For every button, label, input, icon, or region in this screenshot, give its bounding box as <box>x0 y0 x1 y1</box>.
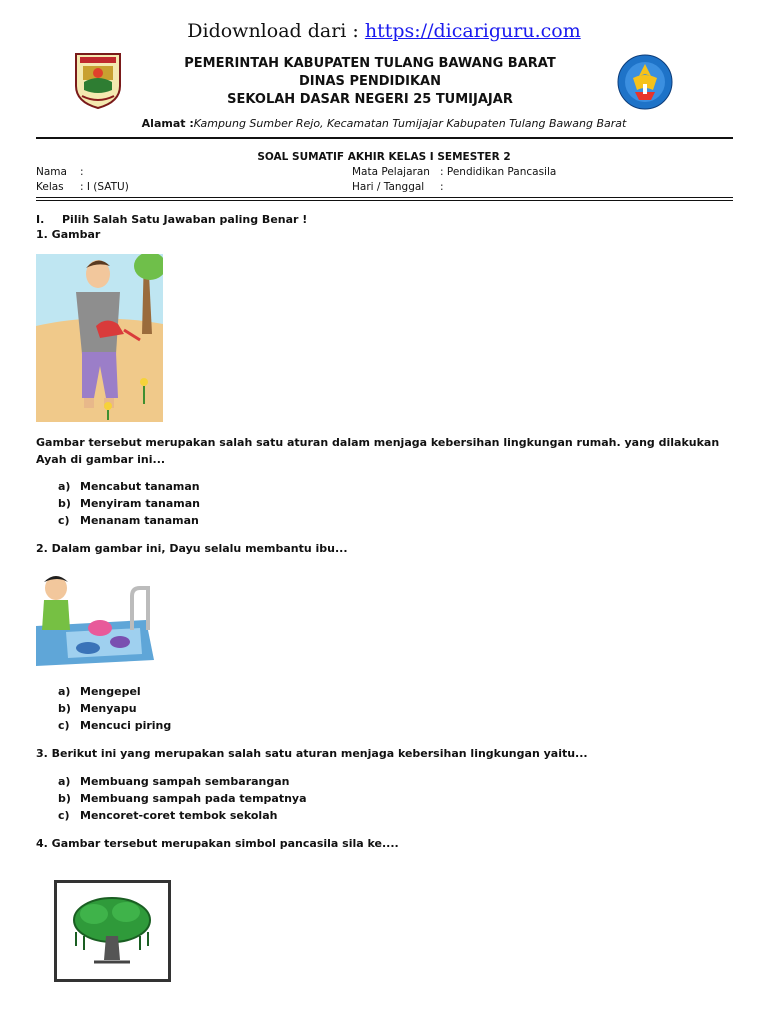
question-1-label: 1. Gambar <box>36 228 101 241</box>
question-1-text: Gambar tersebut merupakan salah satu aturan dalam menjaga kebersihan lingkungan rumah. yang dilakukan Ayah di gambar ini... <box>36 436 720 466</box>
hari-value: : <box>440 181 444 193</box>
option-2b[interactable]: b) Menyapu <box>58 702 137 715</box>
mapel-value: : Pendidikan Pancasila <box>440 166 557 178</box>
question-2-label: 2. Dalam gambar ini, Dayu selalu membantu ibu... <box>36 542 348 555</box>
address-line <box>0 117 768 130</box>
header-school: SEKOLAH DASAR NEGERI 25 TUMIJAJAR <box>227 92 513 107</box>
option-3b[interactable]: b) Membuang sampah pada tempatnya <box>58 792 307 805</box>
tut-wuri-logo-icon <box>617 54 673 110</box>
nama-label: Nama <box>36 166 67 178</box>
kelas-value: : I (SATU) <box>80 181 129 193</box>
option-1a[interactable]: a) Mencabut tanaman <box>58 480 200 493</box>
question-3-options <box>36 773 307 824</box>
question-2-options <box>36 683 171 734</box>
hari-label: Hari / Tanggal <box>352 181 425 193</box>
download-link[interactable]: https://dicariguru.com <box>364 20 581 42</box>
option-3c[interactable]: c) Mencoret-coret tembok sekolah <box>58 809 278 822</box>
option-2a[interactable]: a) Mengepel <box>58 685 141 698</box>
question-4-label: 4. Gambar tersebut merupakan simbol pancasila sila ke.... <box>36 837 399 850</box>
question-3-label: 3. Berikut ini yang merupakan salah satu aturan menjaga kebersihan lingkungan yaitu... <box>36 747 588 760</box>
address-label: Alamat : <box>141 117 194 130</box>
address-text: Kampung Sumber Rejo, Kecamatan Tumijajar Kabupaten Tulang Bawang Barat <box>193 117 627 130</box>
mapel-label: Mata Pelajaran <box>352 166 430 178</box>
option-3a[interactable]: a) Membuang sampah sembarangan <box>58 775 290 788</box>
header-office: DINAS PENDIDIKAN <box>298 74 442 89</box>
download-prefix: Didownload dari : <box>187 20 365 42</box>
header-government: PEMERINTAH KABUPATEN TULANG BAWANG BARAT <box>184 56 556 71</box>
option-1c[interactable]: c) Menanam tanaman <box>58 514 199 527</box>
option-2c[interactable]: c) Mencuci piring <box>58 719 172 732</box>
father-watering-plants-image <box>36 254 163 422</box>
info-divider-top <box>36 197 733 198</box>
download-banner <box>0 20 768 42</box>
regency-logo-icon <box>72 52 124 110</box>
exam-title: SOAL SUMATIF AKHIR KELAS I SEMESTER 2 <box>257 151 511 163</box>
kelas-label: Kelas <box>36 181 64 193</box>
girl-washing-dishes-image <box>36 570 159 669</box>
banyan-tree-symbol-icon <box>54 880 171 982</box>
nama-value: : <box>80 166 84 178</box>
header-divider <box>36 137 733 139</box>
section-number: I. <box>36 213 45 226</box>
info-divider-bottom <box>36 200 733 201</box>
question-1-options <box>36 478 200 529</box>
option-1b[interactable]: b) Menyiram tanaman <box>58 497 200 510</box>
section-title: Pilih Salah Satu Jawaban paling Benar ! <box>62 213 308 226</box>
